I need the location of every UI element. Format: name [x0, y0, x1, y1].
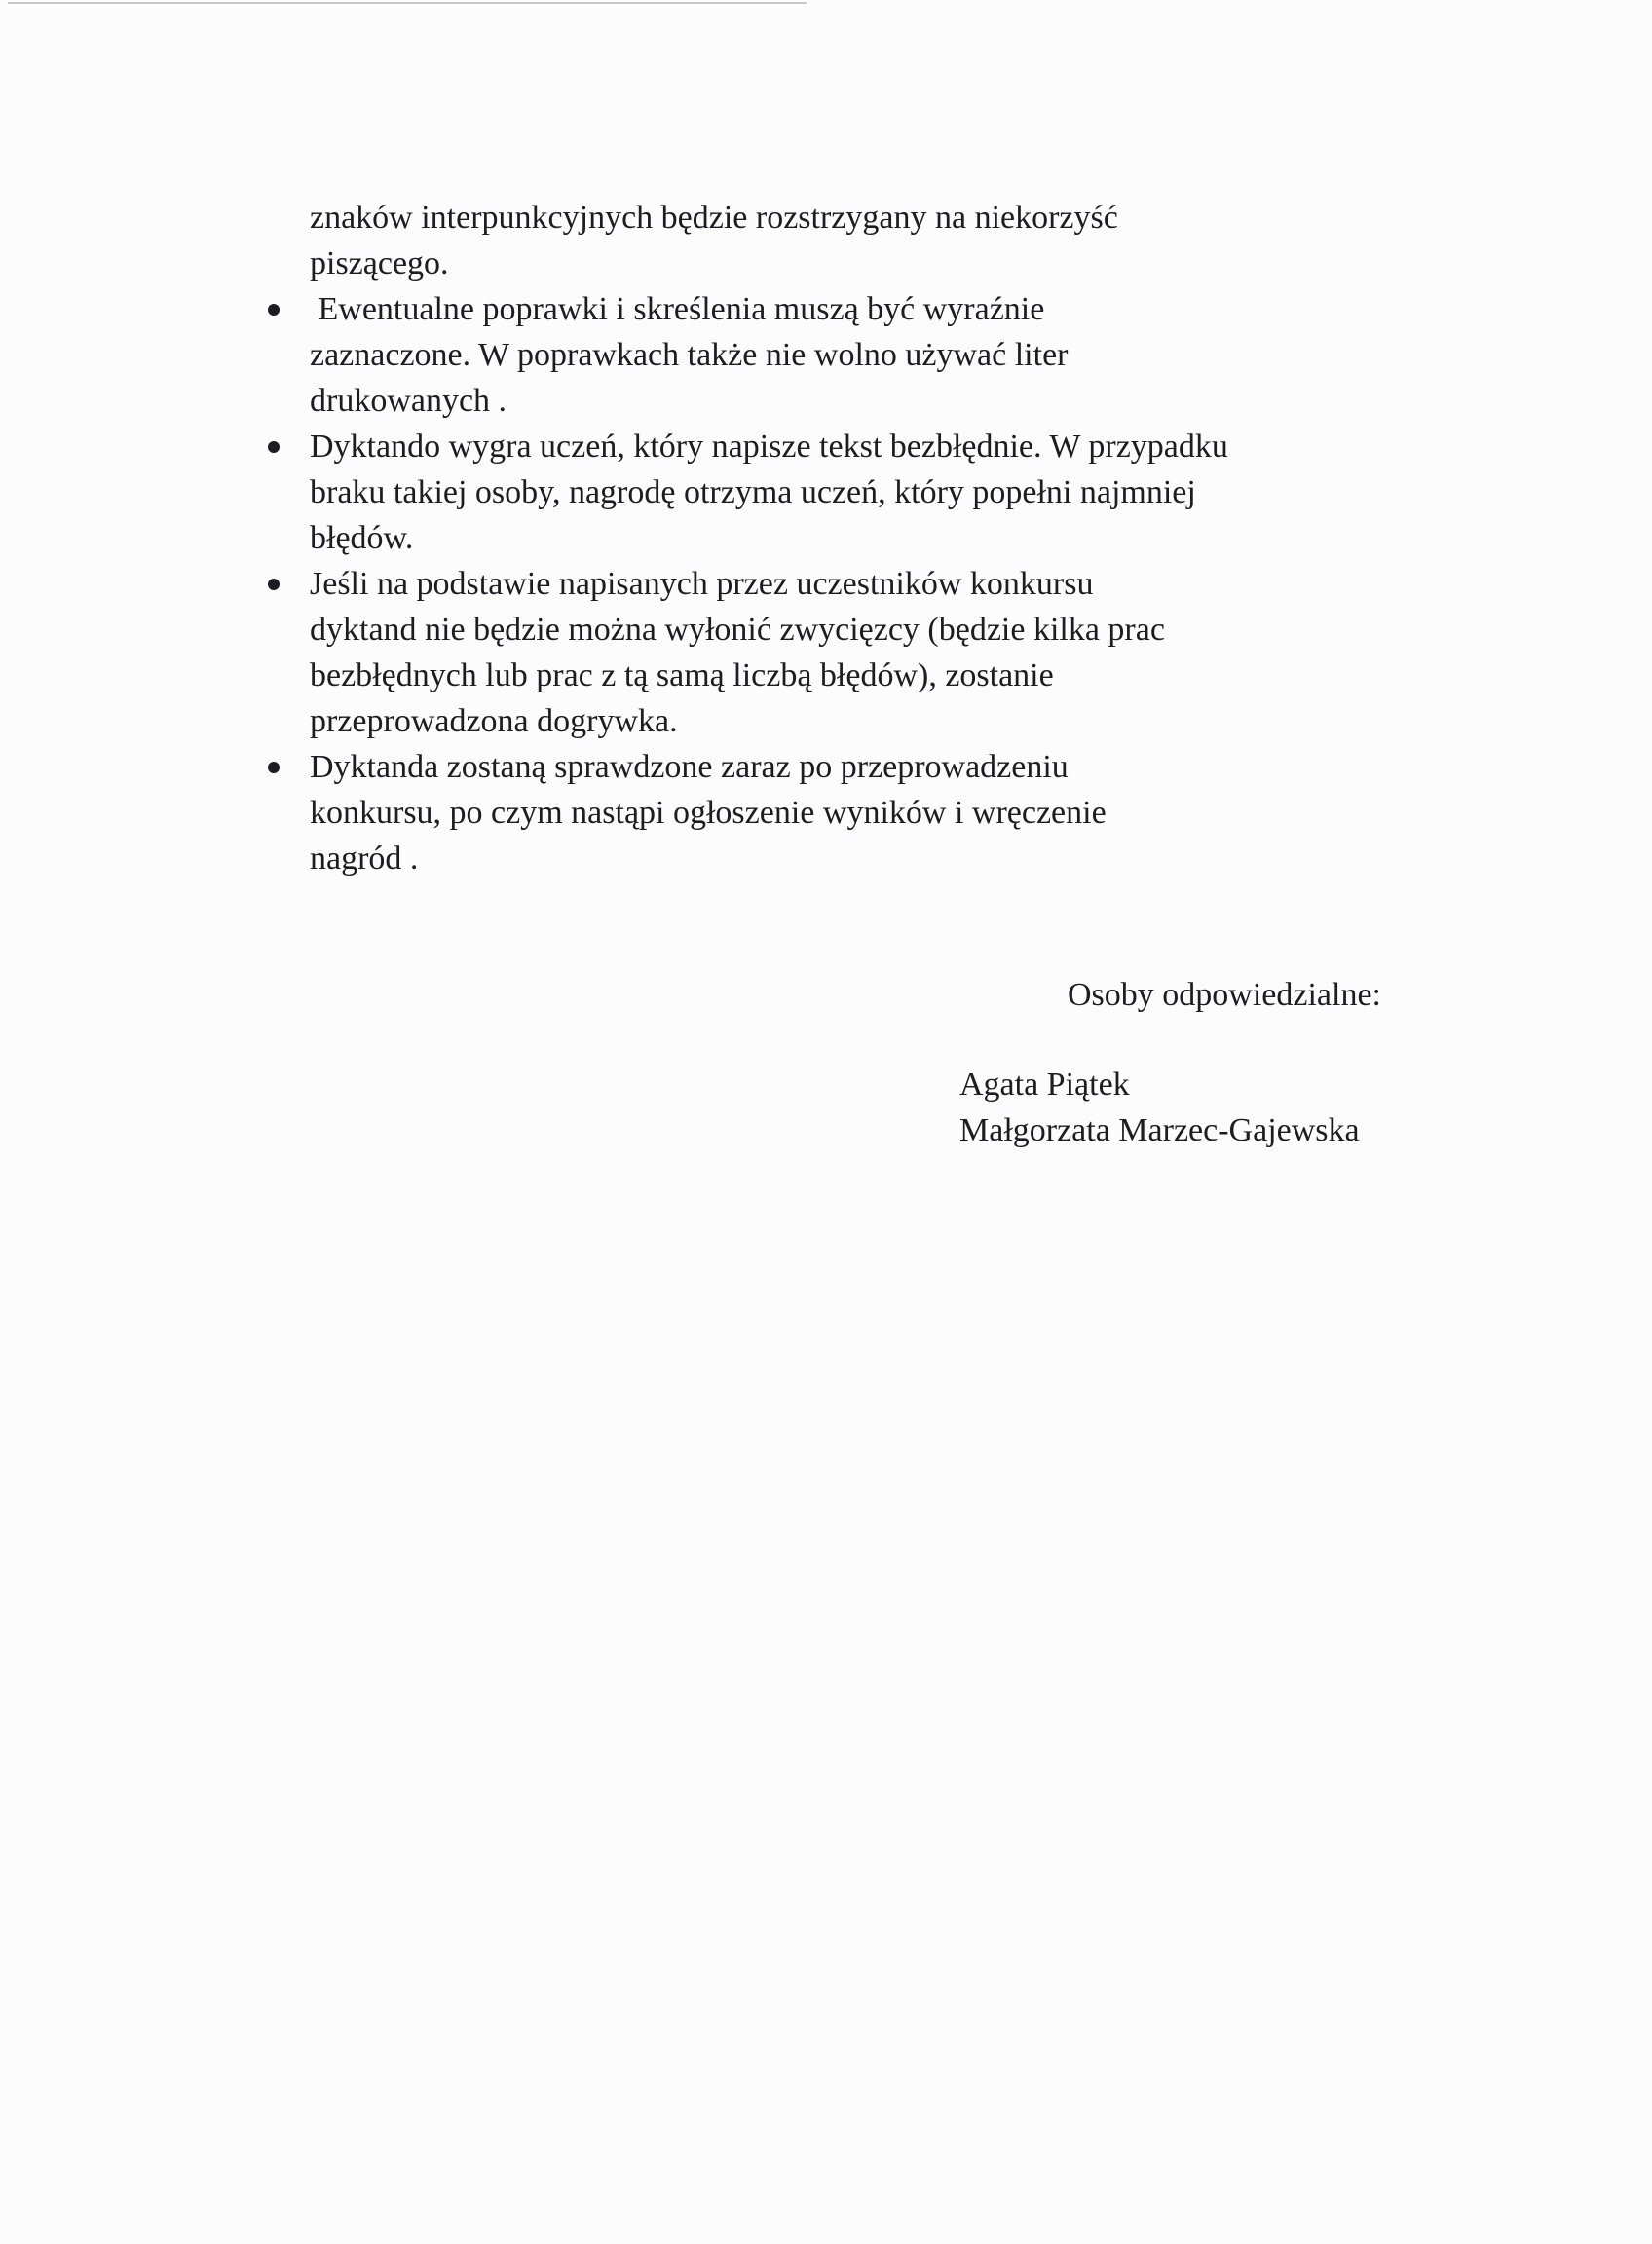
- text-line: bezbłędnych lub prac z tą samą liczbą błędów), zostanie: [310, 657, 1054, 693]
- text-line: Dyktando wygra uczeń, który napisze tekst bezbłędnie. W przypadku: [310, 429, 1228, 465]
- scan-edge-line: [8, 2, 807, 4]
- text-line: dyktand nie będzie można wyłonić zwycięzcy (będzie kilka prac: [310, 612, 1165, 648]
- signatory-name: Agata Piątek: [959, 1066, 1130, 1103]
- intro-paragraph: [310, 195, 1440, 286]
- rules-list: [310, 286, 1440, 881]
- signature-names: [959, 1062, 1360, 1153]
- text-line: Dyktanda zostaną sprawdzone zaraz po przeprowadzeniu: [310, 749, 1069, 785]
- text-line: braku takiej osoby, nagrodę otrzyma uczeń, który popełni najmniej: [310, 474, 1196, 510]
- document-body: [310, 195, 1440, 881]
- list-item: [310, 424, 1440, 561]
- list-item: [310, 744, 1440, 881]
- text-line: Ewentualne poprawki i skreślenia muszą być wyraźnie: [310, 291, 1045, 327]
- text-line: Jeśli na podstawie napisanych przez uczestników konkursu: [310, 566, 1094, 602]
- bullet-icon: [268, 762, 280, 773]
- signature-label: Osoby odpowiedzialne:: [1068, 977, 1381, 1013]
- signatory-name: Małgorzata Marzec-Gajewska: [959, 1112, 1360, 1148]
- text-line: zaznaczone. W poprawkach także nie wolno używać liter: [310, 337, 1069, 373]
- text-line: drukowanych .: [310, 383, 507, 419]
- text-line: błędów.: [310, 520, 414, 556]
- bullet-icon: [268, 441, 280, 453]
- bullet-icon: [268, 579, 280, 590]
- list-item: [310, 561, 1440, 744]
- bullet-icon: [268, 304, 280, 316]
- list-item: [310, 286, 1440, 424]
- text-line: piszącego.: [310, 245, 449, 281]
- text-line: konkursu, po czym nastąpi ogłoszenie wyników i wręczenie: [310, 795, 1107, 831]
- text-line: znaków interpunkcyjnych będzie rozstrzygany na niekorzyść: [310, 200, 1118, 236]
- text-line: przeprowadzona dogrywka.: [310, 703, 678, 739]
- text-line: nagród .: [310, 841, 419, 877]
